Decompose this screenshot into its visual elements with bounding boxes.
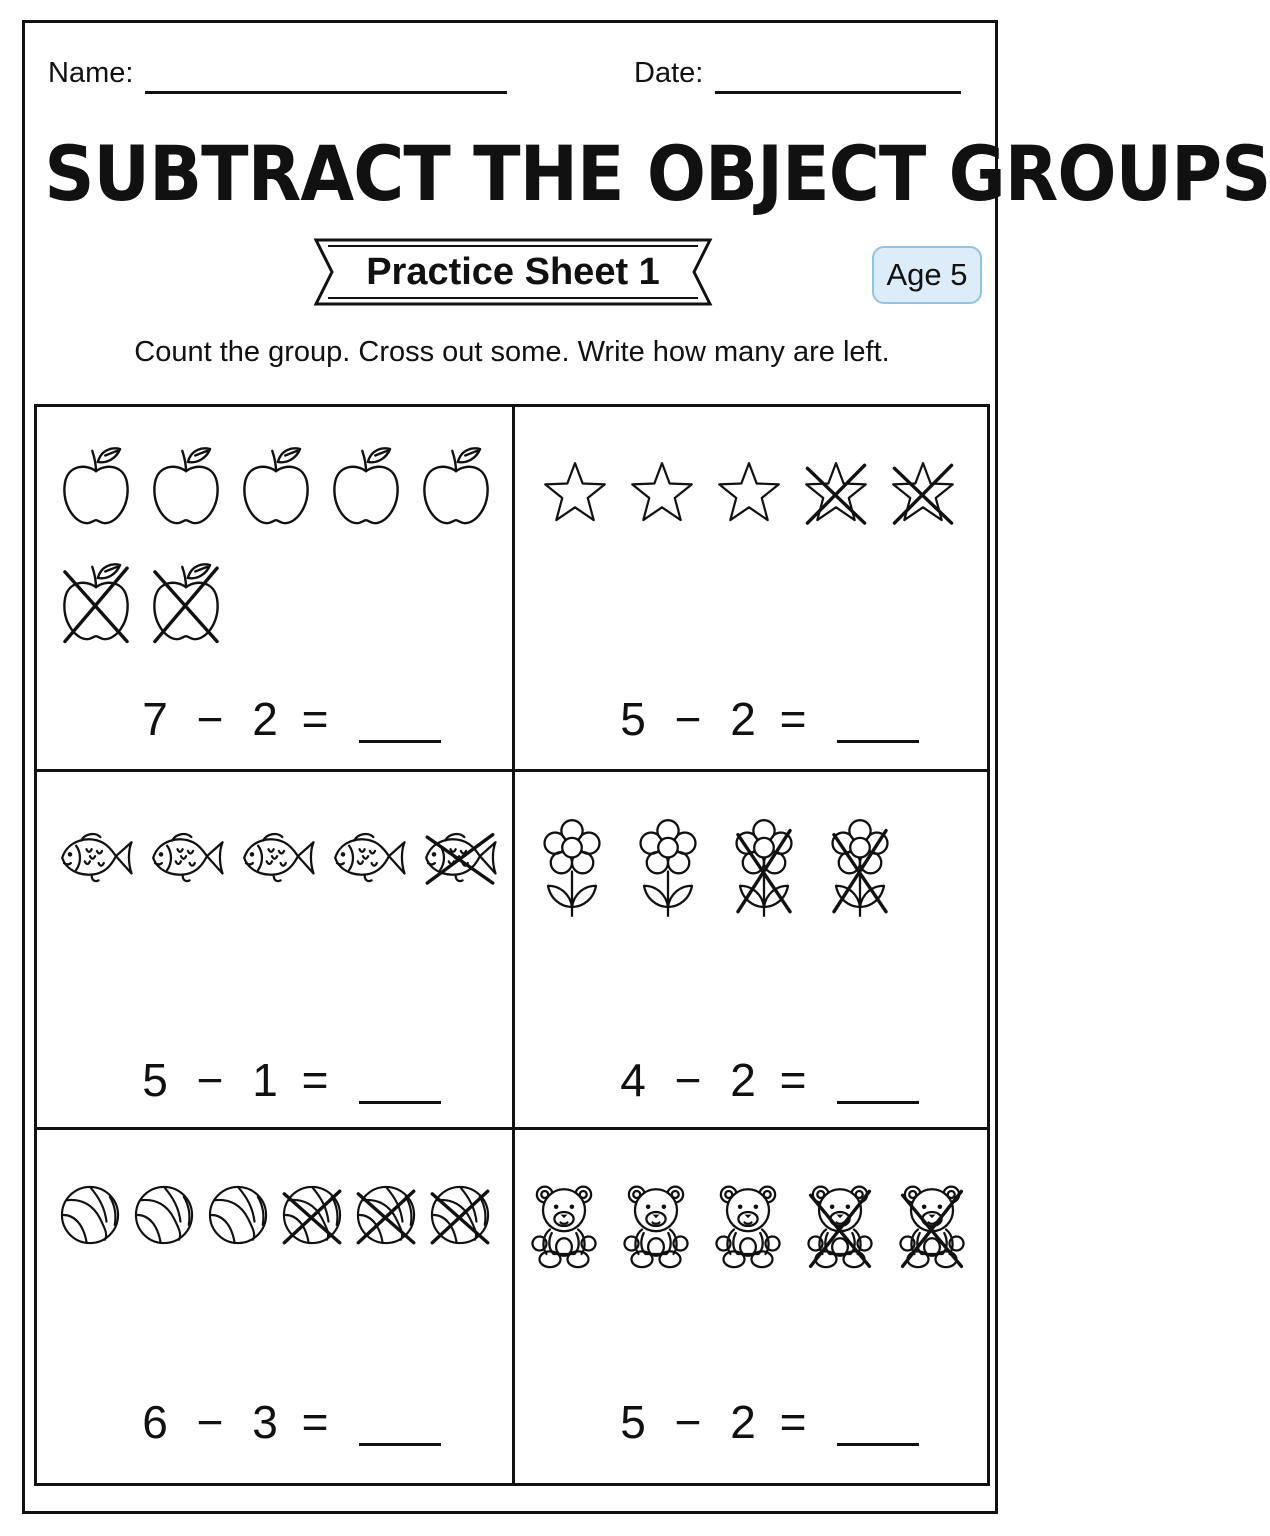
ball-icon[interactable] — [131, 1182, 197, 1248]
equals-sign: = — [779, 1396, 807, 1448]
subtrahend-number: 2 — [252, 693, 278, 745]
instructions: Count the group. Cross out some. Write how many are left. — [134, 336, 890, 368]
minus-sign: − — [196, 693, 224, 745]
flower-icon[interactable] — [637, 816, 699, 920]
minus-sign: − — [196, 1396, 224, 1448]
equals-sign: = — [301, 1396, 329, 1448]
equals-sign: = — [301, 1054, 329, 1106]
answer-blank[interactable] — [359, 1405, 441, 1446]
answer-blank[interactable] — [837, 1063, 919, 1104]
equals-sign: = — [779, 693, 807, 745]
problem-cell — [37, 1130, 512, 1486]
date-blank-line[interactable] — [715, 61, 961, 94]
fish-icon[interactable] — [57, 826, 135, 888]
flower-icon[interactable] — [541, 816, 603, 920]
teddy-bear-icon[interactable] — [529, 1178, 599, 1274]
subtraction-equation — [615, 1052, 919, 1108]
cross-out-mark — [897, 1178, 967, 1274]
cross-out-mark — [733, 816, 795, 920]
cross-out-mark — [805, 1178, 875, 1274]
fish-icon[interactable] — [148, 826, 226, 888]
cross-out-mark — [421, 826, 499, 888]
cross-out-mark — [427, 1182, 493, 1248]
minuend-number: 7 — [142, 693, 168, 745]
subtrahend-number: 2 — [730, 693, 756, 745]
cross-out-mark — [279, 1182, 345, 1248]
ball-icon[interactable] — [57, 1182, 123, 1248]
flower-icon[interactable] — [733, 816, 795, 920]
cross-out-mark — [149, 555, 223, 649]
subtraction-equation — [615, 691, 919, 747]
minus-sign: − — [674, 693, 702, 745]
teddy-bear-icon[interactable] — [897, 1178, 967, 1274]
subtraction-equation — [137, 1394, 441, 1450]
problem-cell — [515, 1130, 993, 1486]
teddy-bear-icon[interactable] — [805, 1178, 875, 1274]
subtraction-equation — [137, 691, 441, 747]
subtitle-ribbon — [314, 236, 712, 308]
apple-icon[interactable] — [59, 555, 133, 649]
name-blank-line[interactable] — [145, 61, 507, 94]
star-icon[interactable] — [889, 455, 957, 529]
date-label: Date: — [634, 57, 704, 89]
star-icon[interactable] — [541, 455, 609, 529]
fish-icon[interactable] — [330, 826, 408, 888]
minuend-number: 5 — [620, 1396, 646, 1448]
teddy-bear-icon[interactable] — [621, 1178, 691, 1274]
star-icon[interactable] — [715, 455, 783, 529]
minuend-number: 6 — [142, 1396, 168, 1448]
problem-cell — [37, 772, 512, 1127]
ball-icon[interactable] — [279, 1182, 345, 1248]
teddy-bear-icon[interactable] — [713, 1178, 783, 1274]
minus-sign: − — [196, 1054, 224, 1106]
cross-out-mark — [889, 455, 957, 529]
ball-icon[interactable] — [427, 1182, 493, 1248]
fish-icon[interactable] — [239, 826, 317, 888]
apple-icon[interactable] — [149, 439, 223, 533]
subtraction-equation — [615, 1394, 919, 1450]
ball-icon[interactable] — [353, 1182, 419, 1248]
subtrahend-number: 2 — [730, 1054, 756, 1106]
equals-sign: = — [301, 693, 329, 745]
apple-icon[interactable] — [329, 439, 403, 533]
cross-out-mark — [802, 455, 870, 529]
subtrahend-number: 3 — [252, 1396, 278, 1448]
cross-out-mark — [829, 816, 891, 920]
name-field — [48, 54, 507, 94]
minuend-number: 5 — [620, 693, 646, 745]
problem-cell — [515, 407, 993, 769]
problem-cell — [515, 772, 993, 1127]
name-label: Name: — [48, 57, 134, 89]
flower-icon[interactable] — [829, 816, 891, 920]
subtitle: Practice Sheet 1 — [366, 251, 660, 293]
answer-blank[interactable] — [359, 1063, 441, 1104]
worksheet-title: SUBTRACT THE OBJECT GROUPS — [44, 129, 1270, 218]
star-icon[interactable] — [628, 455, 696, 529]
minus-sign: − — [674, 1396, 702, 1448]
subtrahend-number: 1 — [252, 1054, 278, 1106]
date-field — [634, 54, 961, 94]
problem-grid — [34, 404, 990, 1486]
problem-cell — [37, 407, 512, 769]
apple-icon[interactable] — [239, 439, 313, 533]
cross-out-mark — [59, 555, 133, 649]
ball-icon[interactable] — [205, 1182, 271, 1248]
answer-blank[interactable] — [837, 1405, 919, 1446]
cross-out-mark — [353, 1182, 419, 1248]
star-icon[interactable] — [802, 455, 870, 529]
minuend-number: 4 — [620, 1054, 646, 1106]
subtrahend-number: 2 — [730, 1396, 756, 1448]
apple-icon[interactable] — [149, 555, 223, 649]
age-badge: Age 5 — [872, 246, 982, 304]
subtraction-equation — [137, 1052, 441, 1108]
equals-sign: = — [779, 1054, 807, 1106]
minuend-number: 5 — [142, 1054, 168, 1106]
answer-blank[interactable] — [837, 702, 919, 743]
apple-icon[interactable] — [419, 439, 493, 533]
fish-icon[interactable] — [421, 826, 499, 888]
minus-sign: − — [674, 1054, 702, 1106]
answer-blank[interactable] — [359, 702, 441, 743]
apple-icon[interactable] — [59, 439, 133, 533]
